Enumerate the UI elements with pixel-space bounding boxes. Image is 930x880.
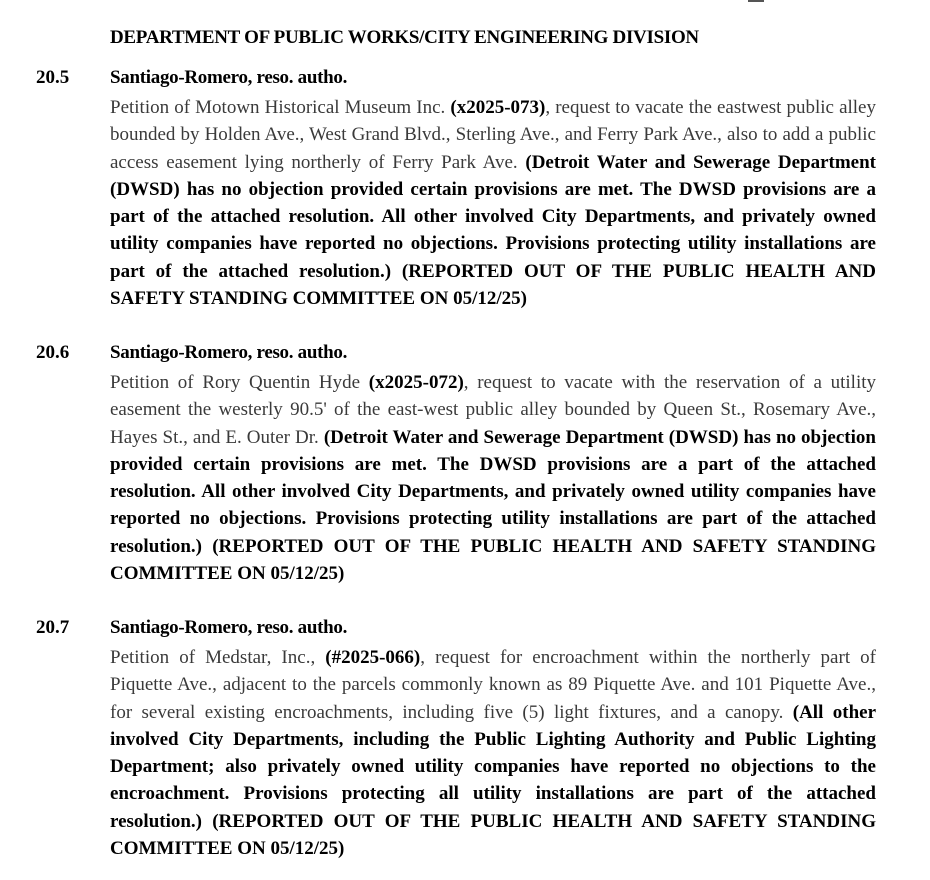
- petition-intro: Petition of Medstar, Inc.,: [110, 647, 326, 668]
- provisions-text: (Detroit Water and Sewerage Department (DWSD) has no objection provided certain provisions are met. The DWSD provisions are a part of the attached resolution. All other involved City Departments, and privately owned utility companies have reported no objections. Provisions protecting utility installations are part of the attached resolution.) (REPORTED OUT OF THE PUBLIC HEALTH AND SAFETY STANDING COMMITTEE ON 05/12/25): [110, 151, 876, 310]
- item-body: [110, 94, 876, 312]
- item-sponsor: Santiago-Romero, reso. autho.: [110, 342, 348, 363]
- petition-intro: Petition of Rory Quentin Hyde: [110, 372, 369, 393]
- item-sponsor: Santiago-Romero, reso. autho.: [110, 67, 348, 88]
- item-number: 20.6: [36, 342, 70, 363]
- petition-intro: Petition of Motown Historical Museum Inc.: [110, 97, 451, 118]
- petition-text: , request to vacate with the reservation of a utility easement the westerly 90.5' of the east-west public alley bounded by Queen St., Rosemary Ave., Hayes St., and E. Outer Dr.: [110, 372, 876, 448]
- item-body: [110, 369, 876, 587]
- petition-text: , request to vacate the eastwest public alley bounded by Holden Ave., West Grand Blvd., Sterling Ave., and Ferry Park Ave., also to add a public access easement lying northerly of Ferry Park Ave.: [110, 97, 876, 173]
- provisions-text: (Detroit Water and Sewerage Department (DWSD) has no objection provided certain provisions are met. The DWSD provisions are a part of the attached resolution. All other involved City Departments, and privately owned utility companies have reported no objections. Provisions protecting utility installations are part of the attached resolution.) (REPORTED OUT OF THE PUBLIC HEALTH AND SAFETY STANDING COMMITTEE ON 05/12/25): [110, 426, 876, 585]
- petition-id: (x2025-072): [368, 372, 464, 393]
- item-sponsor: Santiago-Romero, reso. autho.: [110, 617, 348, 638]
- page-edge-mark: [748, 0, 764, 2]
- petition-id: (#2025-066): [325, 647, 421, 668]
- item-body: [110, 644, 876, 862]
- item-number: 20.7: [36, 617, 70, 638]
- petition-id: (x2025-073): [450, 97, 546, 118]
- petition-text: , request for encroachment within the northerly part of Piquette Ave., adjacent to the parcels commonly known as 89 Piquette Ave. and 101 Piquette Ave., for several existing encroachments, including five (5) light fixtures, and a canopy.: [110, 647, 877, 723]
- department-heading: DEPARTMENT OF PUBLIC WORKS/CITY ENGINEERING DIVISION: [110, 27, 699, 48]
- provisions-text: (All other involved City Departments, including the Public Lighting Authority and Public Lighting Department; also privately owned utility companies have reported no objections to the encroachment. Provisions protecting all utility installations are part of the attached resolution.) (REPORTED OUT OF THE PUBLIC HEALTH AND SAFETY STANDING COMMITTEE ON 05/12/25): [110, 701, 876, 860]
- item-number: 20.5: [36, 67, 70, 88]
